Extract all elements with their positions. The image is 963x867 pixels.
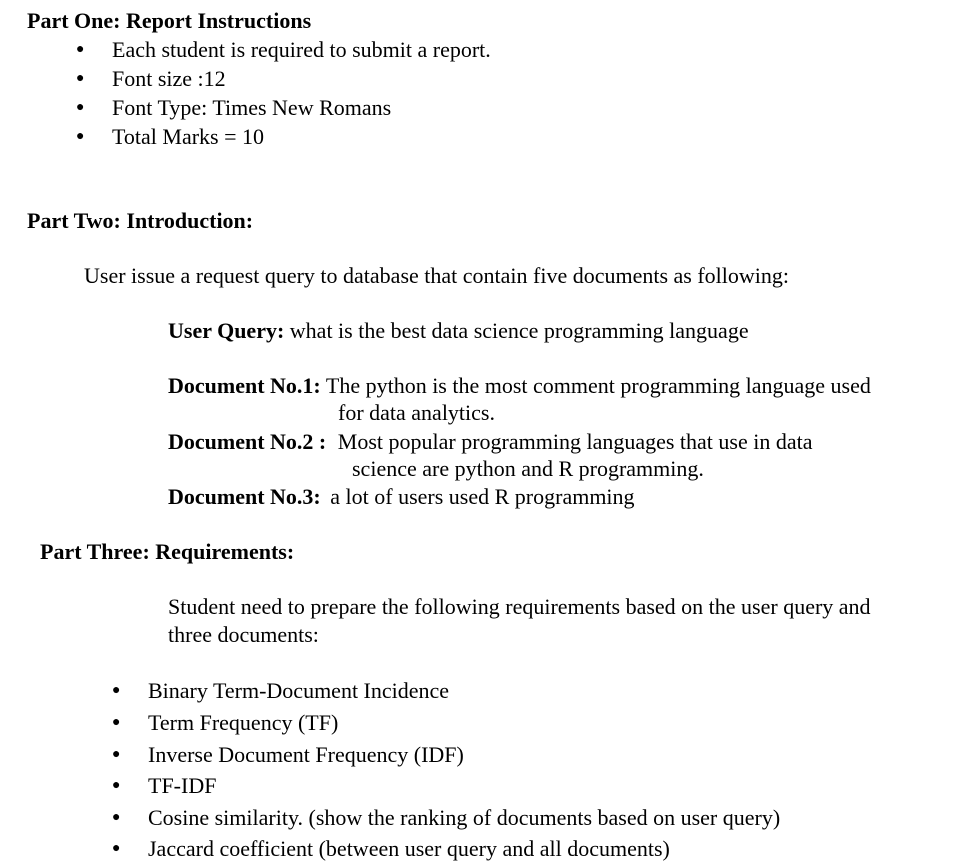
bullet-icon: ● (76, 100, 85, 115)
bullet-text: Each student is required to submit a report. (112, 37, 491, 62)
bullet-text: Binary Term-Document Incidence (148, 678, 450, 703)
bullet-text: Inverse Document Frequency (IDF) (148, 742, 464, 767)
user-query-text: what is the best data science programming language (289, 318, 749, 343)
bullet-icon: ● (112, 747, 121, 762)
part-two-heading: Part Two: Introduction: (27, 208, 254, 233)
user-query-label: User Query: (168, 318, 285, 343)
part-three-intro-line-2: three documents: (168, 622, 319, 647)
bullet-text: Term Frequency (TF) (148, 710, 339, 735)
part-one-heading: Part One: Report Instructions (27, 8, 312, 33)
bullet-icon: ● (112, 778, 121, 793)
bullet-text: Font Type: Times New Romans (112, 95, 392, 120)
bullet-text: Total Marks = 10 (112, 124, 265, 149)
document-1-label: Document No.1: (168, 373, 321, 398)
bullet-icon: ● (112, 683, 121, 698)
part-two-intro: User issue a request query to database that contain five documents as following: (84, 263, 790, 288)
bullet-icon: ● (76, 71, 85, 86)
bullet-icon: ● (76, 42, 85, 57)
document-3-label: Document No.3: (168, 484, 321, 509)
document-2-line-2: science are python and R programming. (352, 456, 704, 481)
bullet-text: TF-IDF (148, 773, 217, 798)
bullet-icon: ● (76, 129, 85, 144)
part-three-intro-line-1: Student need to prepare the following requirements based on the user query and (168, 594, 871, 619)
document-2-line-1 (168, 429, 813, 455)
document-1-text: The python is the most comment programming language used (325, 373, 871, 398)
bullet-icon: ● (112, 810, 121, 825)
part-three-heading: Part Three: Requirements: (40, 539, 295, 564)
document-3-line-1 (168, 484, 635, 510)
document-3-text: a lot of users used R programming (330, 484, 635, 509)
bullet-icon: ● (112, 841, 121, 856)
bullet-text: Font size :12 (112, 66, 226, 91)
document-1-line-2: for data analytics. (338, 400, 495, 425)
document-2-label: Document No.2 : (168, 429, 327, 454)
user-query-line (168, 318, 749, 344)
bullet-icon: ● (112, 715, 121, 730)
bullet-text: Jaccard coefficient (between user query and all documents) (148, 836, 670, 861)
document-2-text: Most popular programming languages that use in data (337, 429, 813, 454)
document-1-line-1 (168, 373, 871, 399)
bullet-text: Cosine similarity. (show the ranking of documents based on user query) (148, 805, 781, 830)
